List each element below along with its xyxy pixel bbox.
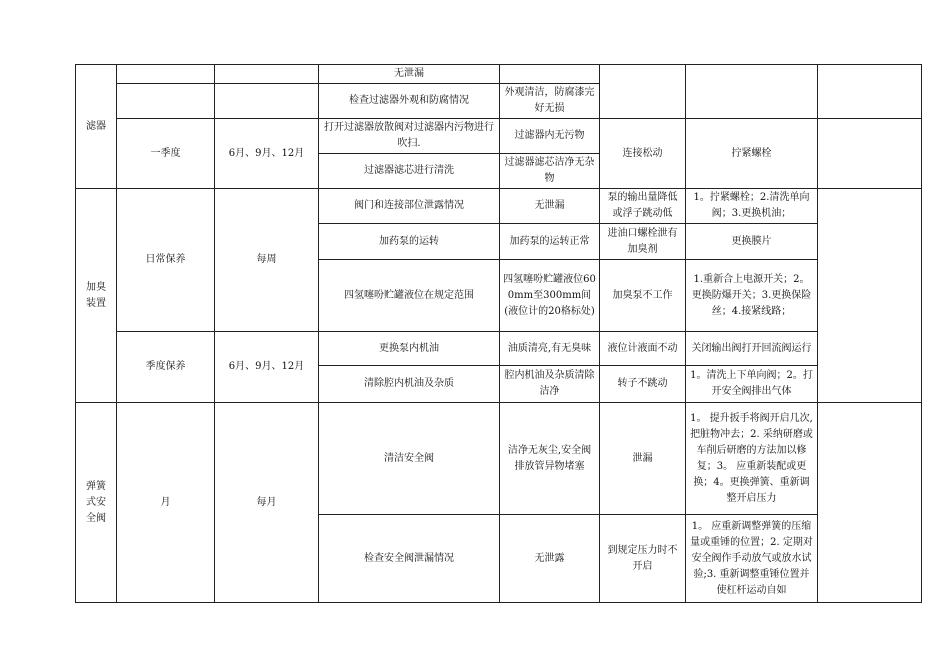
standard-cell: 腔内机油及杂质清除洁净	[500, 366, 600, 403]
maintenance-table	[75, 64, 922, 603]
standard-cell: 过滤器滤芯洁净无杂物	[500, 154, 600, 189]
standard-cell: 无泄露	[500, 515, 600, 603]
fault-cell: 转子不跳动	[600, 366, 686, 403]
table-row	[76, 65, 922, 84]
table-row	[76, 403, 922, 515]
empty-cell	[818, 189, 922, 403]
standard-cell: 无泄漏	[500, 189, 600, 224]
remedy-cell: 1。清洗上下单向阀；2。打开安全阀排出气体	[686, 366, 818, 403]
months-cell: 6月、9月、12月	[215, 332, 319, 403]
category-cell-filter: 滤器	[76, 65, 117, 189]
remedy-cell: 1.重新合上电源开关；2。更换防爆开关；3.更换保险丝；4.接紧线路；	[686, 260, 818, 332]
period-cell: 月	[117, 403, 215, 603]
table-row	[76, 332, 922, 366]
item-cell: 更换泵内机油	[319, 332, 500, 366]
remedy-cell: 拧紧螺栓	[686, 119, 818, 189]
fault-cell: 到规定压力时不开启	[600, 515, 686, 603]
fault-cell: 泄漏	[600, 403, 686, 515]
item-cell: 无泄漏	[319, 65, 500, 84]
standard-cell: 外观清洁，防腐漆完好无损	[500, 84, 600, 119]
item-cell: 清除腔内机油及杂质	[319, 366, 500, 403]
fault-cell: 进油口螺栓泄有加臭剂	[600, 224, 686, 260]
empty-cell	[215, 84, 319, 119]
months-cell: 6月、9月、12月	[215, 119, 319, 189]
item-cell: 检查安全阀泄漏情况	[319, 515, 500, 603]
remedy-cell: 1。 提升扳手将阀开启几次,把脏物冲去；2. 采纳研磨或车削后研磨的方法加以修复；3。 应重新装配或更换；4。更换弹簧、重新调整开启压力	[686, 403, 818, 515]
category-cell-odorizer: 加臭装置	[76, 189, 117, 403]
period-cell: 一季度	[117, 119, 215, 189]
period-cell: 日常保养	[117, 189, 215, 332]
standard-cell: 加药泵的运转正常	[500, 224, 600, 260]
item-cell: 阀门和连接部位泄露情况	[319, 189, 500, 224]
empty-cell	[215, 65, 319, 84]
item-cell: 打开过滤器放散阀对过滤器内污物进行吹扫.	[319, 119, 500, 154]
standard-cell: 油质清亮,有无臭味	[500, 332, 600, 366]
freq-cell: 每月	[215, 403, 319, 603]
period-cell: 季度保养	[117, 332, 215, 403]
empty-cell	[818, 65, 922, 119]
empty-cell	[686, 65, 818, 119]
empty-cell	[117, 84, 215, 119]
empty-cell	[600, 65, 686, 119]
fault-cell: 液位计液面不动	[600, 332, 686, 366]
empty-cell	[818, 403, 922, 603]
item-cell: 过滤器滤芯进行清洗	[319, 154, 500, 189]
remedy-cell: 关闭输出阀打开回流阀运行	[686, 332, 818, 366]
item-cell: 检查过滤器外观和防腐情况	[319, 84, 500, 119]
item-cell: 四氢噻吩贮罐液位在规定范围	[319, 260, 500, 332]
fault-cell: 泵的输出量降低或浮子跳动低	[600, 189, 686, 224]
remedy-cell: 更换膜片	[686, 224, 818, 260]
item-cell: 清洁安全阀	[319, 403, 500, 515]
empty-cell	[117, 65, 215, 84]
fault-cell: 连接松动	[600, 119, 686, 189]
fault-cell: 加臭泵不工作	[600, 260, 686, 332]
freq-cell: 每周	[215, 189, 319, 332]
remedy-cell: 1。拧紧螺栓；2.清洗单向阀；3.更换机油；	[686, 189, 818, 224]
category-cell-safety-valve: 弹簧式安全阀	[76, 403, 117, 603]
standard-cell: 四氢噻吩贮罐液位600mm至300mm间(液位计的20格标处)	[500, 260, 600, 332]
table-row	[76, 119, 922, 154]
remedy-cell: 1。 应重新调整弹簧的压缩量或重锤的位置；2. 定期对安全阀作手动放气或放水试验;3. 重新调整重锤位置并使杠杆运动自如	[686, 515, 818, 603]
standard-cell: 洁净无灰尘,安全阀排放管异物堵塞	[500, 403, 600, 515]
standard-cell: 过滤器内无污物	[500, 119, 600, 154]
item-cell: 加药泵的运转	[319, 224, 500, 260]
empty-cell	[818, 119, 922, 189]
empty-cell	[500, 65, 600, 84]
table-row	[76, 189, 922, 224]
